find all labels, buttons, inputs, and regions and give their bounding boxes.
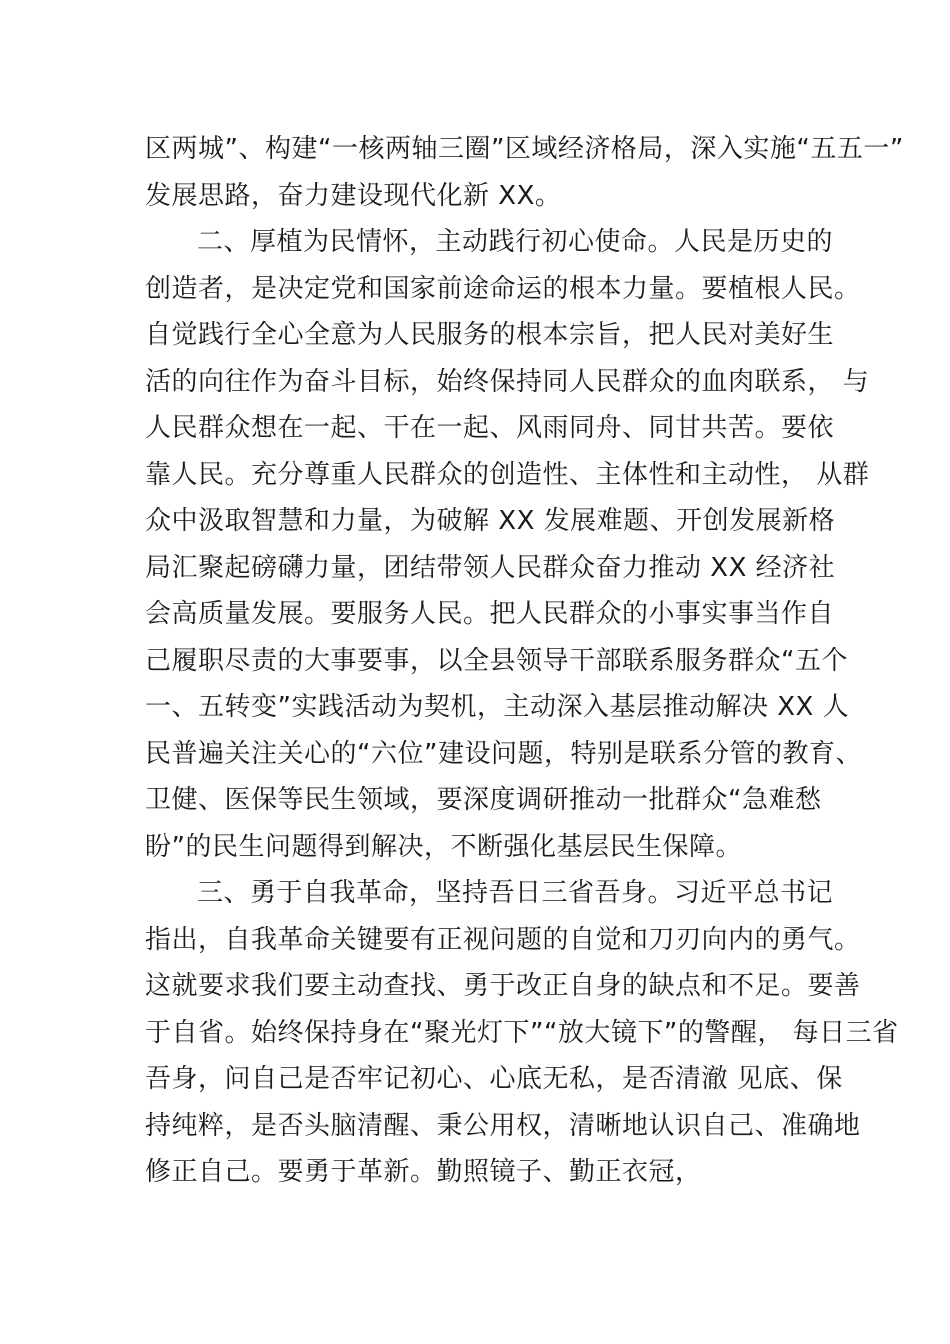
text-line: 众中汲取智慧和力量，为破解 XX 发展难题、开创发展新格 [145, 506, 836, 536]
text-line: 创造者，是决定党和国家前途命运的根本力量。要植根人民。 [145, 273, 861, 304]
paragraph-2 [145, 219, 870, 870]
text-line: 于自省。始终保持身在“聚光灯下”“放大镜下”的警醒， 每日三省 [145, 1017, 899, 1048]
document-body [145, 126, 904, 1196]
text-line: 区两城”、构建“一核两轴三圈”区域经济格局，深入实施“五五一” [145, 134, 904, 164]
text-line: 自觉践行全心全意为人民服务的根本宗旨，把人民对美好生 [145, 320, 835, 350]
text-line: 持纯粹，是否头脑清醒、秉公用权，清晰地认识自己、准确地 [145, 1110, 861, 1141]
text-line: 这就要求我们要主动查找、勇于改正自身的缺点和不足。要善 [145, 971, 861, 1001]
paragraph-1 [145, 126, 904, 219]
text-line: 发展思路，奋力建设现代化新 XX。 [145, 180, 562, 211]
text-line: 局汇聚起磅礴力量，团结带领人民群众奋力推动 XX 经济社 [145, 552, 836, 583]
text-line: 三、勇于自我革命，坚持吾日三省吾身。习近平总书记 [197, 878, 834, 908]
text-line: 活的向往作为奋斗目标，始终保持同人民群众的血肉联系， 与 [145, 366, 870, 397]
text-line: 二、厚植为民情怀，主动践行初心使命。人民是历史的 [197, 227, 834, 257]
text-line: 吾身，问自己是否牢记初心、心底无私，是否清澈 见底、保 [145, 1064, 843, 1094]
paragraph-3 [145, 870, 899, 1196]
text-line: 会高质量发展。要服务人民。把人民群众的小事实事当作自 [145, 599, 835, 629]
text-line: 修正自己。要勇于革新。勤照镜子、勤正衣冠， [145, 1157, 702, 1187]
text-line: 己履职尽责的大事要事，以全县领导干部联系服务群众“五个 [145, 645, 848, 676]
text-line: 靠人民。充分尊重人民群众的创造性、主体性和主动性， 从群 [145, 459, 870, 490]
text-line: 人民群众想在一起、干在一起、风雨同舟、同甘共苦。要依 [145, 413, 835, 443]
text-line: 一、五转变”实践活动为契机，主动深入基层推动解决 XX 人 [145, 692, 850, 722]
text-line: 盼”的民生问题得到解决，不断强化基层民生保障。 [145, 831, 742, 862]
text-line: 卫健、医保等民生领域，要深度调研推动一批群众“急难愁 [145, 785, 822, 815]
text-line: 民普遍关注关心的“六位”建设问题，特别是联系分管的教育、 [145, 738, 862, 769]
text-line: 指出，自我革命关键要有正视问题的自觉和刀刃向内的勇气。 [145, 924, 861, 955]
